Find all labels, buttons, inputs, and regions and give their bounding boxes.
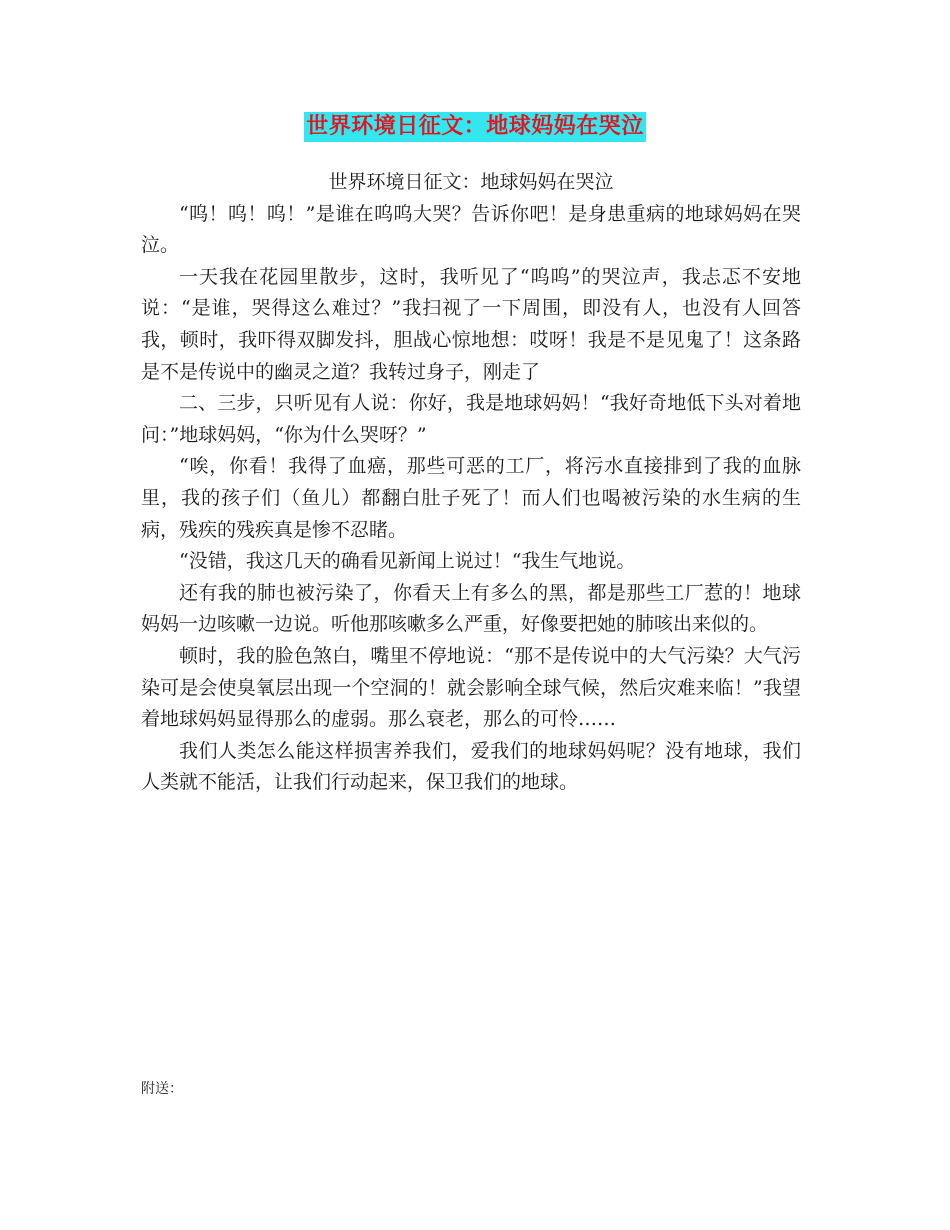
article-subtitle: 世界环境日征文：地球妈妈在哭泣 bbox=[328, 171, 614, 193]
article-body bbox=[141, 167, 801, 799]
title-area bbox=[0, 112, 950, 142]
document-title: 世界环境日征文：地球妈妈在哭泣 bbox=[304, 112, 646, 142]
paragraph: 顿时，我的脸色煞白，嘴里不停地说：“那不是传说中的大气污染？大气污染可是会使臭氧层出现一个空洞的！就会影响全球气候，然后灾难来临！”我望着地球妈妈显得那么的虚弱。那么衰老，那么的可怜…… bbox=[141, 644, 801, 731]
paragraph: “唉，你看！我得了血癌，那些可恶的工厂，将污水直接排到了我的血脉里，我的孩子们（鱼儿）都翻白肚子死了！而人们也喝被污染的水生病的生病，残疾的残疾真是惨不忍睹。 bbox=[141, 455, 801, 541]
footer-note: 附送： bbox=[141, 1081, 183, 1097]
paragraph: “没错，我这几天的确看见新闻上说过！“我生气地说。 bbox=[179, 550, 636, 573]
paragraph: 一天我在花园里散步，这时，我听见了“呜呜”的哭泣声，我忐忑不安地说：“是谁，哭得这么难过？”我扫视了一下周围，即没有人，也没有人回答我，顿时，我吓得双脚发抖，胆战心惊地想：哎呀！我是不是见鬼了！这条路是不是传说中的幽灵之道？我转过身子，刚走了 bbox=[141, 265, 801, 383]
paragraph: “呜！呜！呜！”是谁在呜呜大哭？告诉你吧！是身患重病的地球妈妈在哭泣。 bbox=[141, 202, 801, 257]
paragraph: 二、三步，只听见有人说：你好，我是地球妈妈！“我好奇地低下头对着地问：”地球妈妈，“你为什么哭呀？” bbox=[141, 392, 801, 446]
paragraph: 我们人类怎么能这样损害养我们，爱我们的地球妈妈呢？没有地球，我们人类就不能活，让我们行动起来，保卫我们的地球。 bbox=[141, 739, 801, 794]
paragraph: 还有我的肺也被污染了，你看天上有多么的黑，都是那些工厂惹的！地球妈妈一边咳嗽一边说。听他那咳嗽多么严重，好像要把她的肺咳出来似的。 bbox=[141, 581, 801, 636]
